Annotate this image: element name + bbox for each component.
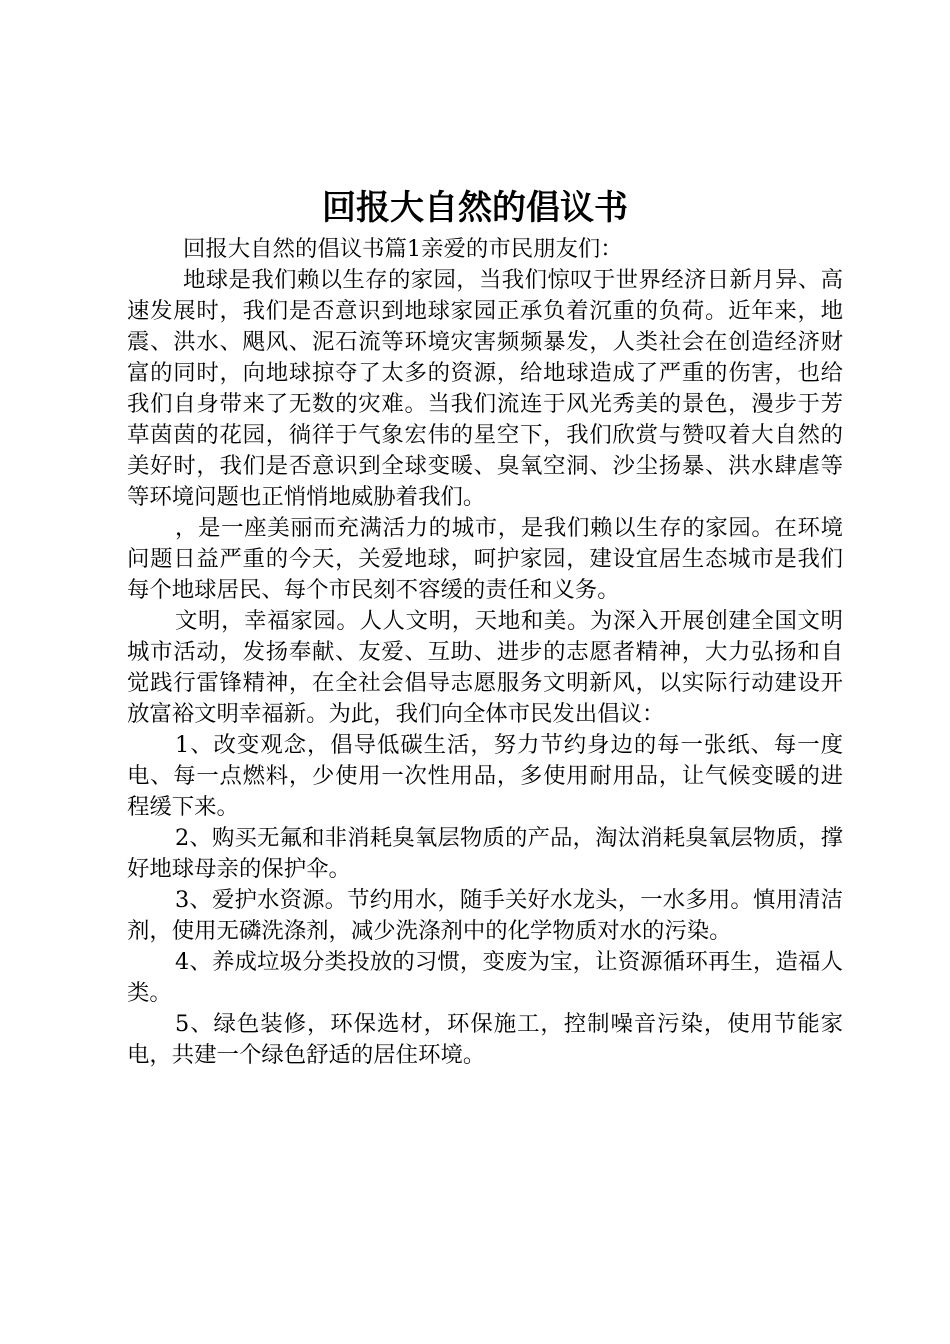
body-paragraph: 地球是我们赖以生存的家园，当我们惊叹于世界经济日新月异、高速发展时，我们是否意识到地球家园正承负着沉重的负荷。近年来，地震、洪水、飓风、泥石流等环境灾害频频暴发，人类社会在创造经济财富的同时，向地球掠夺了太多的资源，给地球造成了严重的伤害，也给我们自身带来了无数的灾难。当我们流连于风光秀美的景色，漫步于芳草茵茵的花园，徜徉于气象宏伟的星空下，我们欣赏与赞叹着大自然的美好时，我们是否意识到全球变暖、臭氧空洞、沙尘扬暴、洪水肆虐等等环境问题也正悄悄地威胁着我们。: [127, 267, 843, 510]
document-title: 回报大自然的倡议书: [322, 188, 628, 228]
body-paragraph: ，是一座美丽而充满活力的城市，是我们赖以生存的家园。在环境问题日益严重的今天，关爱地球，呵护家园，建设宜居生态城市是我们每个地球居民、每个市民刻不容缓的责任和义务。: [127, 515, 843, 603]
proposal-item: 1、改变观念，倡导低碳生活，努力节约身边的每一张纸、每一度电、每一点燃料，少使用一次性用品，多使用耐用品，让气候变暖的进程缓下来。: [127, 732, 843, 820]
proposal-item: 5、绿色装修，环保选材，环保施工，控制噪音污染，使用节能家电，共建一个绿色舒适的居住环境。: [127, 1011, 843, 1068]
proposal-item: 4、养成垃圾分类投放的习惯，变废为宝，让资源循环再生，造福人类。: [127, 949, 843, 1006]
document-body: [127, 234, 843, 1071]
proposal-item: 3、爱护水资源。节约用水，随手关好水龙头，一水多用。慎用清洁剂，使用无磷洗涤剂，减少洗涤剂中的化学物质对水的污染。: [127, 887, 843, 944]
body-paragraph: 文明，幸福家园。人人文明，天地和美。为深入开展创建全国文明城市活动，发扬奉献、友爱、互助、进步的志愿者精神，大力弘扬和自觉践行雷锋精神，在全社会倡导志愿服务文明新风，以实际行动建设开放富裕文明幸福新。为此，我们向全体市民发出倡议：: [127, 608, 843, 727]
salutation-paragraph: 回报大自然的倡议书篇1亲爱的市民朋友们：: [183, 236, 623, 262]
proposal-item: 2、购买无氟和非消耗臭氧层物质的产品，淘汰消耗臭氧层物质，撑好地球母亲的保护伞。: [127, 825, 843, 882]
